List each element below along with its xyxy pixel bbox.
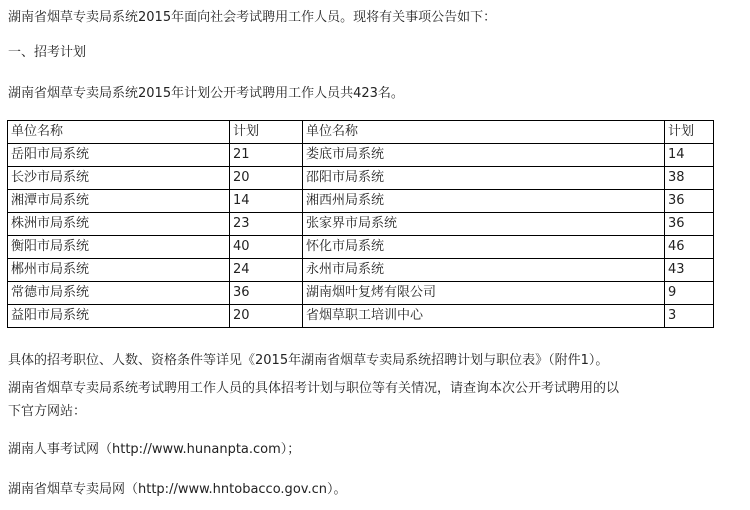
detail-text-3: 下官方网站： (8, 404, 87, 419)
plan-count-cell: 36 (230, 282, 303, 305)
unit-name-cell: 岳阳市局系统 (8, 144, 230, 167)
plan-count-cell-2: 36 (665, 190, 714, 213)
unit-name-cell-2: 永州市局系统 (303, 259, 665, 282)
detail-text-1: 具体的招考职位、人数、资格条件等详见《2015年湖南省烟草专卖局系统招聘计划与职位表》（附件1）。 (8, 353, 609, 368)
website-hunanpta: 湖南人事考试网（http://www.hunanpta.com）； (8, 442, 301, 457)
website-hntobacco: 湖南省烟草专卖局网（http://www.hntobacco.gov.cn）。 (8, 482, 347, 497)
total-text: 湖南省烟草专卖局系统2015年计划公开考试聘用工作人员共423名。 (8, 86, 404, 101)
table-row (8, 144, 714, 167)
plan-count-cell-2: 36 (665, 213, 714, 236)
header-unit-name: 单位名称 (8, 121, 230, 144)
header-plan: 计划 (230, 121, 303, 144)
plan-count-cell: 20 (230, 167, 303, 190)
unit-name-cell: 株洲市局系统 (8, 213, 230, 236)
plan-count-cell: 24 (230, 259, 303, 282)
table-row (8, 236, 714, 259)
unit-name-cell-2: 湖南烟叶复烤有限公司 (303, 282, 665, 305)
table-row (8, 167, 714, 190)
table-header-row (8, 121, 714, 144)
unit-name-cell-2: 省烟草职工培训中心 (303, 305, 665, 328)
table-row (8, 259, 714, 282)
plan-count-cell-2: 3 (665, 305, 714, 328)
table-row (8, 213, 714, 236)
table-row (8, 190, 714, 213)
unit-name-cell: 湘潭市局系统 (8, 190, 230, 213)
unit-name-cell: 长沙市局系统 (8, 167, 230, 190)
plan-count-cell-2: 46 (665, 236, 714, 259)
unit-name-cell: 常德市局系统 (8, 282, 230, 305)
plan-count-cell: 23 (230, 213, 303, 236)
unit-name-cell-2: 邵阳市局系统 (303, 167, 665, 190)
plan-count-cell-2: 38 (665, 167, 714, 190)
unit-name-cell-2: 怀化市局系统 (303, 236, 665, 259)
plan-count-cell: 14 (230, 190, 303, 213)
table-row (8, 305, 714, 328)
header-plan-2: 计划 (665, 121, 714, 144)
intro-text: 湖南省烟草专卖局系统2015年面向社会考试聘用工作人员。现将有关事项公告如下： (8, 10, 497, 25)
section-title: 一、招考计划 (8, 45, 87, 60)
plan-count-cell: 21 (230, 144, 303, 167)
detail-text-2: 湖南省烟草专卖局系统考试聘用工作人员的具体招考计划与职位等有关情况，请查询本次公开考试聘用的以 (8, 381, 620, 396)
table-body (8, 121, 714, 328)
unit-name-cell-2: 湘西州局系统 (303, 190, 665, 213)
unit-name-cell: 郴州市局系统 (8, 259, 230, 282)
plan-count-cell-2: 9 (665, 282, 714, 305)
plan-count-cell-2: 43 (665, 259, 714, 282)
header-unit-name-2: 单位名称 (303, 121, 665, 144)
unit-name-cell: 益阳市局系统 (8, 305, 230, 328)
unit-name-cell: 衡阳市局系统 (8, 236, 230, 259)
unit-name-cell-2: 娄底市局系统 (303, 144, 665, 167)
table-row (8, 282, 714, 305)
unit-name-cell-2: 张家界市局系统 (303, 213, 665, 236)
recruitment-plan-table (7, 120, 714, 328)
plan-count-cell-2: 14 (665, 144, 714, 167)
plan-count-cell: 40 (230, 236, 303, 259)
plan-count-cell: 20 (230, 305, 303, 328)
